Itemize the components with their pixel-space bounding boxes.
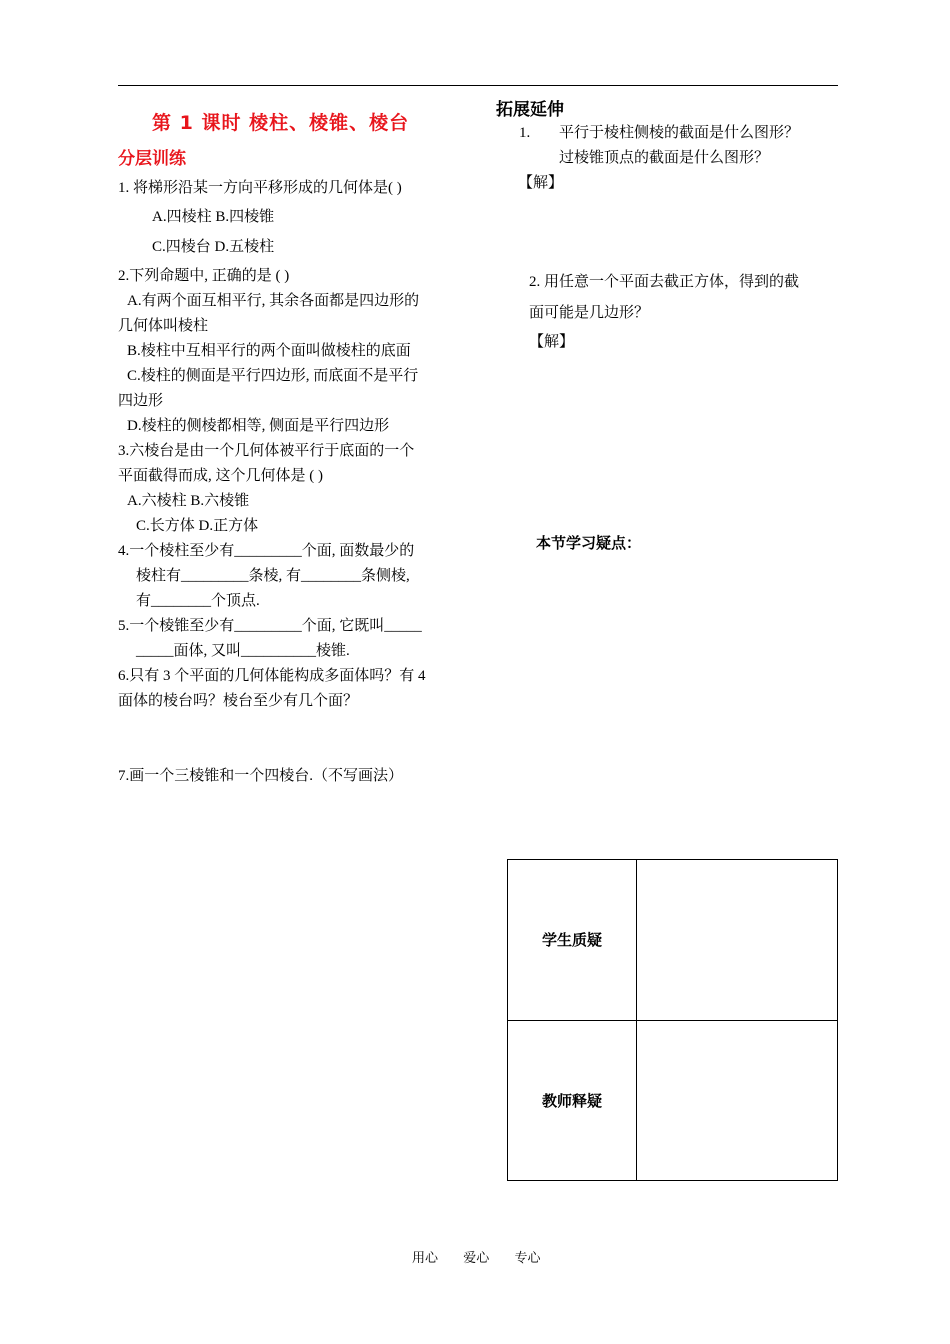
study-doubts-label: 本节学习疑点： [536,534,642,552]
footer-item: 用心 [412,1250,439,1265]
lesson-title: 第 1 课时 棱柱、棱锥、棱台 [152,112,410,134]
teacher-answers-cell[interactable] [637,1020,838,1181]
section-title-extension: 拓展延伸 [496,100,564,120]
question-2-option-d: D.棱柱的侧棱都相等, 侧面是平行四边形 [127,418,390,434]
teacher-answers-label: 教师释疑 [508,1020,637,1181]
question-2-option-a: A.有两个面互相平行, 其余各面都是四边形的 [127,293,420,309]
question-2-option-a-cont: 几何体叫棱柱 [118,318,209,334]
question-4-cont: 棱柱有_________条棱, 有________条侧棱, [136,568,410,584]
question-1-options-cd: C.四棱台 D.五棱柱 [152,239,275,255]
question-1: 1. 将梯形沿某一方向平移形成的几何体是( ) [118,180,402,196]
extension-q2-answer-label: 【解】 [529,334,575,350]
header-rule [118,85,838,86]
extension-q2-line2: 面可能是几边形？ [529,305,650,321]
question-4-cont-2: 有________个顶点. [136,593,260,609]
student-questions-cell[interactable] [637,860,838,1021]
student-questions-label: 学生质疑 [508,860,637,1021]
question-3: 3.六棱台是由一个几何体被平行于底面的一个 [118,443,415,459]
question-2-option-c-cont: 四边形 [118,393,164,409]
question-3-options-ab: A.六棱柱 B.六棱锥 [127,493,250,509]
extension-q1-line2: 过棱锥顶点的截面是什么图形？ [559,150,770,166]
section-title-layered-training: 分层训练 [118,149,186,169]
page-footer [401,1248,552,1268]
footer-item: 专心 [514,1250,541,1265]
extension-q1-answer-label: 【解】 [518,175,564,191]
extension-q1-line1: 平行于棱柱侧棱的截面是什么图形？ [559,125,800,141]
extension-q1-number: 1. [519,125,531,141]
question-5: 5.一个棱锥至少有_________个面, 它既叫_____ [118,618,422,634]
question-1-options-ab: A.四棱柱 B.四棱锥 [152,209,275,225]
question-3-cont: 平面截得而成, 这个几何体是 ( ) [118,468,323,484]
question-6-cont: 面体的棱台吗？棱台至少有几个面？ [118,693,359,709]
table-row [508,860,838,1021]
question-3-options-cd: C.长方体 D.正方体 [136,518,259,534]
question-2-option-c: C.棱柱的侧面是平行四边形, 而底面不是平行 [127,368,419,384]
extension-q2-line1: 2. 用任意一个平面去截正方体，得到的截 [529,274,800,290]
table-row [508,1020,838,1181]
qa-table [507,859,838,1181]
question-6: 6.只有 3 个平面的几何体能构成多面体吗？有 4 [118,668,426,684]
question-5-cont: _____面体, 又叫__________棱锥. [136,643,350,659]
question-4: 4.一个棱柱至少有_________个面, 面数最少的 [118,543,415,559]
question-2-option-b: B.棱柱中互相平行的两个面叫做棱柱的底面 [127,343,411,359]
footer-item: 爱心 [463,1250,490,1265]
question-2: 2.下列命题中, 正确的是 ( ) [118,268,290,284]
question-7: 7.画一个三棱锥和一个四棱台.（不写画法） [118,768,404,784]
